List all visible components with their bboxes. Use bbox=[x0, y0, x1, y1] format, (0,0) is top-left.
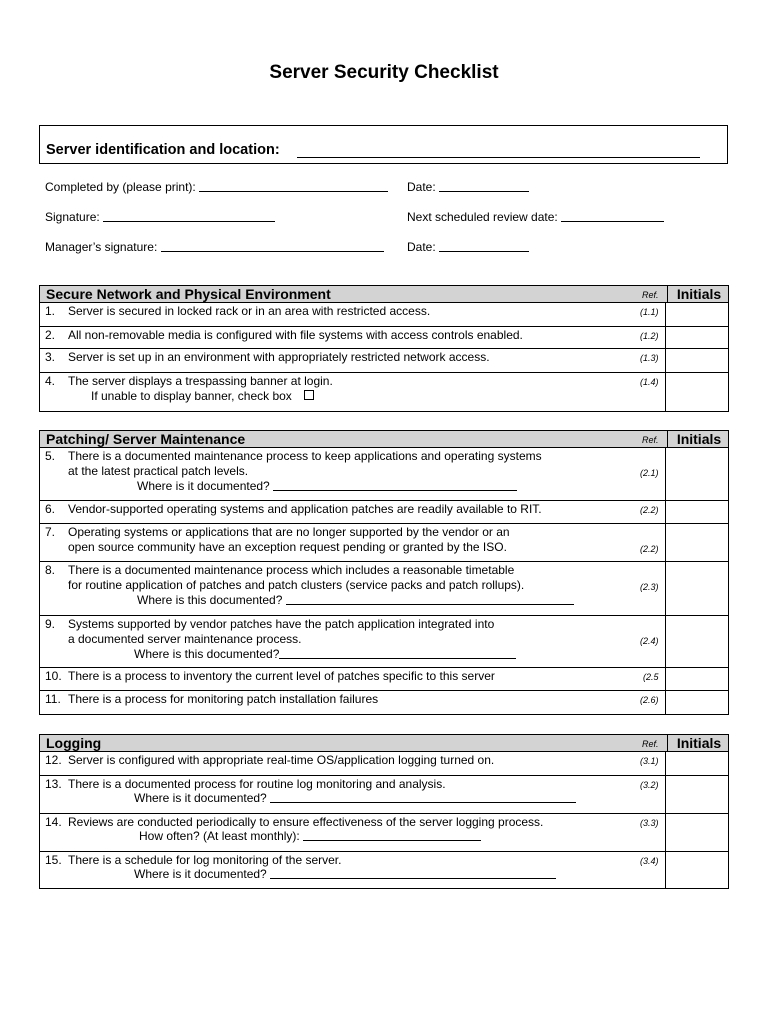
item-text: Vendor-supported operating systems and application patches are readily available to RIT. bbox=[68, 502, 542, 516]
initials-cell[interactable] bbox=[665, 691, 728, 714]
initials-cell[interactable] bbox=[665, 303, 728, 326]
item-number: 13. bbox=[45, 777, 62, 791]
where-documented-field[interactable] bbox=[273, 479, 517, 491]
section-header bbox=[40, 431, 728, 448]
section-header bbox=[40, 735, 728, 752]
item-subtext bbox=[137, 479, 517, 494]
checklist-item-3 bbox=[40, 349, 728, 373]
ref-header: Ref. bbox=[642, 739, 659, 749]
section-network bbox=[39, 285, 729, 412]
item-number: 15. bbox=[45, 853, 62, 867]
next-review-field[interactable] bbox=[561, 210, 664, 222]
where-documented-label: Where is it documented? bbox=[134, 867, 267, 881]
item-subtext bbox=[91, 389, 314, 404]
completed-by-row bbox=[45, 180, 388, 194]
checklist-item-9 bbox=[40, 616, 728, 668]
section-header bbox=[40, 286, 728, 303]
item-ref: (2.2) bbox=[640, 505, 659, 515]
date-field-1[interactable] bbox=[439, 180, 529, 192]
item-ref: (1.3) bbox=[640, 353, 659, 363]
completed-by-field[interactable] bbox=[199, 180, 388, 192]
item-ref: (2.3) bbox=[640, 582, 659, 592]
server-identification-box bbox=[39, 125, 728, 164]
item-text-line-2: at the latest practical patch levels. bbox=[68, 464, 249, 478]
initials-cell[interactable] bbox=[665, 752, 728, 775]
initials-cell[interactable] bbox=[665, 776, 728, 813]
item-text: Server is set up in an environment with appropriately restricted network access. bbox=[68, 350, 490, 364]
where-documented-field[interactable] bbox=[279, 647, 516, 659]
item-text: Reviews are conducted periodically to ensure effectiveness of the server logging process. bbox=[68, 815, 544, 829]
where-documented-field[interactable] bbox=[270, 867, 556, 879]
item-text: There is a process for monitoring patch installation failures bbox=[68, 692, 379, 706]
item-text-line-1: There is a documented maintenance process to keep applications and operating systems bbox=[68, 449, 542, 463]
item-ref: (1.1) bbox=[640, 307, 659, 317]
checklist-item-2 bbox=[40, 327, 728, 349]
item-subtext bbox=[134, 867, 556, 882]
item-text: All non-removable media is configured with file systems with access controls enabled. bbox=[68, 328, 523, 342]
initials-cell[interactable] bbox=[665, 814, 728, 851]
section-logging bbox=[39, 734, 729, 889]
item-ref: (3.3) bbox=[640, 818, 659, 828]
item-text: There is a schedule for log monitoring of the server. bbox=[68, 853, 342, 867]
checklist-item-11 bbox=[40, 691, 728, 714]
completed-by-label: Completed by (please print): bbox=[45, 180, 196, 194]
item-number: 5. bbox=[45, 449, 56, 463]
checklist-item-7 bbox=[40, 524, 728, 562]
initials-cell[interactable] bbox=[665, 373, 728, 411]
item-number: 6. bbox=[45, 502, 56, 516]
initials-cell[interactable] bbox=[665, 668, 728, 690]
initials-cell[interactable] bbox=[665, 501, 728, 523]
item-text-line-2: for routine application of patches and patch clusters (service packs and patch rollups). bbox=[68, 578, 525, 592]
item-number: 4. bbox=[45, 374, 56, 388]
item-text-line-1: Systems supported by vendor patches have the patch application integrated into bbox=[68, 617, 495, 631]
item-ref: (2.2) bbox=[640, 544, 659, 554]
how-often-label: How often? (At least monthly): bbox=[139, 829, 300, 843]
initials-cell[interactable] bbox=[665, 616, 728, 667]
server-identification-field[interactable] bbox=[297, 157, 700, 158]
item-text-line-2: open source community have an exception request pending or granted by the ISO. bbox=[68, 540, 507, 554]
item-ref: (3.2) bbox=[640, 780, 659, 790]
item-text-line-1: Operating systems or applications that are no longer supported by the vendor or an bbox=[68, 525, 510, 539]
section-title: Secure Network and Physical Environment bbox=[46, 286, 331, 302]
item-text: Server is secured in locked rack or in an area with restricted access. bbox=[68, 304, 431, 318]
checklist-item-14 bbox=[40, 814, 728, 852]
item-ref: (2.6) bbox=[640, 695, 659, 705]
ref-header: Ref. bbox=[642, 435, 659, 445]
item-subtext bbox=[134, 791, 576, 806]
item-ref: (3.4) bbox=[640, 856, 659, 866]
item-number: 1. bbox=[45, 304, 56, 318]
item-number: 11. bbox=[45, 692, 61, 706]
page-title: Server Security Checklist bbox=[269, 62, 499, 83]
initials-cell[interactable] bbox=[665, 562, 728, 615]
checklist-item-6 bbox=[40, 501, 728, 524]
item-text: The server displays a trespassing banner at login. bbox=[68, 374, 333, 388]
next-review-row bbox=[407, 210, 664, 224]
item-number: 12. bbox=[45, 753, 62, 767]
item-subtext bbox=[137, 593, 574, 608]
manager-signature-label: Manager’s signature: bbox=[45, 240, 158, 254]
where-documented-label: Where is it documented? bbox=[137, 479, 270, 493]
item-ref: (3.1) bbox=[640, 756, 659, 766]
item-number: 7. bbox=[45, 525, 56, 539]
item-number: 8. bbox=[45, 563, 56, 577]
where-documented-field[interactable] bbox=[286, 593, 574, 605]
initials-cell[interactable] bbox=[665, 349, 728, 372]
checklist-item-15 bbox=[40, 852, 728, 888]
banner-checkbox[interactable] bbox=[304, 390, 314, 400]
initials-header: Initials bbox=[667, 286, 730, 303]
date-label-1: Date: bbox=[407, 180, 436, 194]
item-text: There is a process to inventory the current level of patches specific to this server bbox=[68, 669, 495, 683]
checklist-item-1 bbox=[40, 303, 728, 327]
item-ref: (1.4) bbox=[640, 377, 659, 387]
server-identification-label: Server identification and location: bbox=[46, 142, 280, 158]
where-documented-label: Where is this documented? bbox=[134, 647, 280, 661]
initials-cell[interactable] bbox=[665, 327, 728, 348]
banner-checkbox-label: If unable to display banner, check box bbox=[91, 389, 292, 403]
item-text: Server is configured with appropriate real-time OS/application logging turned on. bbox=[68, 753, 495, 767]
manager-signature-field[interactable] bbox=[161, 240, 384, 252]
item-ref: (2.5 bbox=[643, 672, 659, 682]
item-ref: (1.2) bbox=[640, 331, 659, 341]
initials-header: Initials bbox=[667, 735, 730, 752]
initials-cell[interactable] bbox=[665, 524, 728, 561]
where-documented-field[interactable] bbox=[270, 791, 576, 803]
item-text-line-2: a documented server maintenance process. bbox=[68, 632, 302, 646]
checklist-item-5 bbox=[40, 448, 728, 501]
item-ref: (2.1) bbox=[640, 468, 659, 478]
section-title: Patching/ Server Maintenance bbox=[46, 431, 246, 447]
item-subtext bbox=[134, 647, 516, 662]
date-row-2 bbox=[407, 240, 529, 254]
initials-cell[interactable] bbox=[665, 448, 728, 500]
item-text: There is a documented process for routine log monitoring and analysis. bbox=[68, 777, 446, 791]
checklist-item-4 bbox=[40, 373, 728, 411]
checklist-item-13 bbox=[40, 776, 728, 814]
item-number: 3. bbox=[45, 350, 56, 364]
how-often-field[interactable] bbox=[303, 829, 481, 841]
signature-label: Signature: bbox=[45, 210, 100, 224]
ref-header: Ref. bbox=[642, 290, 659, 300]
signature-field[interactable] bbox=[103, 210, 275, 222]
item-subtext bbox=[139, 829, 481, 844]
signature-row bbox=[45, 210, 275, 224]
checklist-item-8 bbox=[40, 562, 728, 616]
section-patching bbox=[39, 430, 729, 715]
item-number: 10. bbox=[45, 669, 62, 683]
date-label-2: Date: bbox=[407, 240, 436, 254]
date-field-2[interactable] bbox=[439, 240, 529, 252]
initials-cell[interactable] bbox=[665, 852, 728, 888]
item-number: 2. bbox=[45, 328, 56, 342]
initials-header: Initials bbox=[667, 431, 730, 448]
checklist-item-12 bbox=[40, 752, 728, 776]
next-review-label: Next scheduled review date: bbox=[407, 210, 558, 224]
checklist-item-10 bbox=[40, 668, 728, 691]
item-text-line-1: There is a documented maintenance process which includes a reasonable timetable bbox=[68, 563, 515, 577]
manager-signature-row bbox=[45, 240, 384, 254]
where-documented-label: Where is it documented? bbox=[134, 791, 267, 805]
item-number: 14. bbox=[45, 815, 62, 829]
item-ref: (2.4) bbox=[640, 636, 659, 646]
where-documented-label: Where is this documented? bbox=[137, 593, 283, 607]
item-number: 9. bbox=[45, 617, 56, 631]
date-row-1 bbox=[407, 180, 529, 194]
section-title: Logging bbox=[46, 735, 102, 751]
